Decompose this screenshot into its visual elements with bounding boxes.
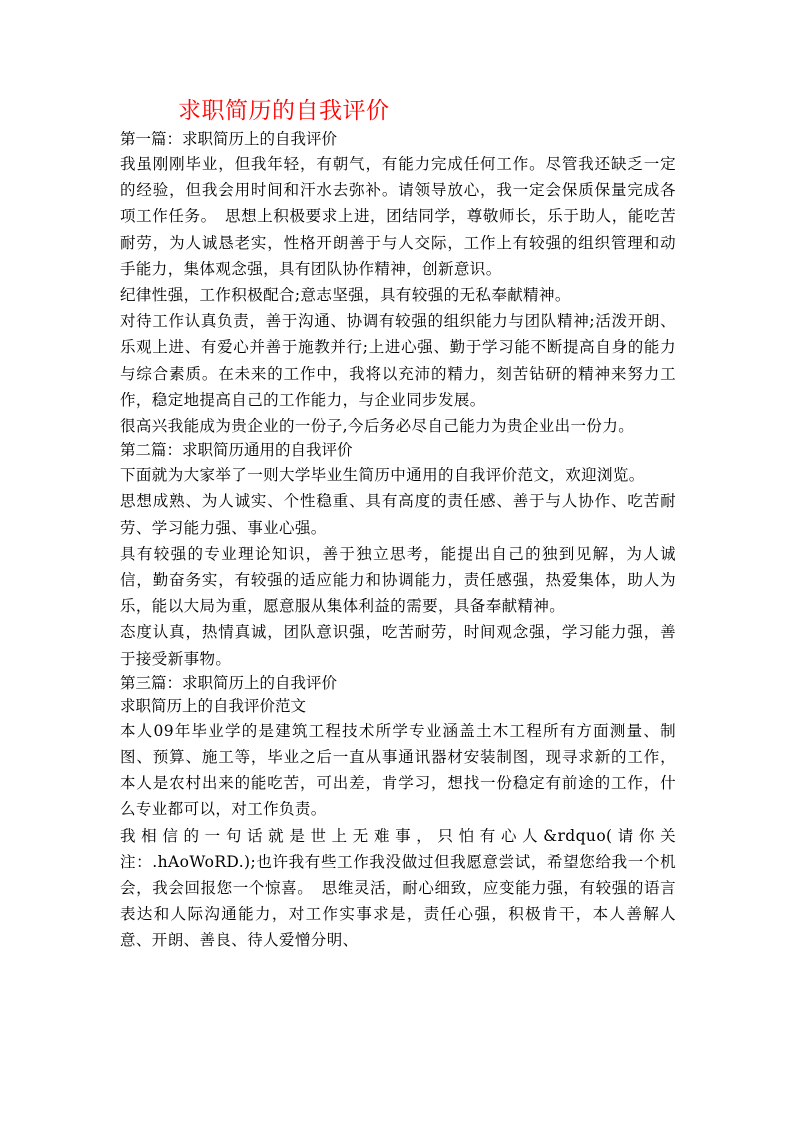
section-heading-1: 第一篇：求职简历上的自我评价 <box>120 130 338 148</box>
paragraph-8: 态度认真，热情真诚，团队意识强，吃苦耐劳，时间观念强，学习能力强，善于接受新事物。 <box>120 623 676 668</box>
paragraph-9: 本人09年毕业学的是建筑工程技术所学专业涵盖土木工程所有方面测量、制图、预算、施工等，毕业之后一直从事通讯器材安装制图，现寻求新的工作，本人是农村出来的能吃苦，可出差，肯学习，想找一份稳定有前途的工作，什么专业都可以，对工作负责。 <box>120 721 676 819</box>
section-heading-3: 第三篇：求职简历上的自我评价 <box>120 673 338 692</box>
document-page <box>120 94 676 954</box>
paragraph-1: 我虽刚刚毕业，但我年轻，有朝气，有能力完成任何工作。尽管我还缺乏一定的经验，但我会用时间和汗水去弥补。请领导放心，我一定会保质保量完成各项工作任务。 思想上积极要求上进，团结同学，尊敬师长，乐于助人，能吃苦耐劳，为人诚恳老实，性格开朗善于与人交际，工作上有较强的组织管理和动手能力，集体观念强，具有团队协作精神，创新意识。 <box>120 155 676 278</box>
section-subheading-3: 求职简历上的自我评价范文 <box>120 696 307 715</box>
paragraph-5: 下面就为大家举了一则大学毕业生简历中通用的自我评价范文，欢迎浏览。 <box>120 466 645 485</box>
paragraph-2: 纪律性强，工作积极配合;意志坚强，具有较强的无私奉献精神。 <box>120 286 571 305</box>
paragraph-7: 具有较强的专业理论知识，善于独立思考，能提出自己的独到见解，为人诚信，勤奋务实，有较强的适应能力和协调能力，责任感强，热爱集体，助人为乐，能以大局为重，愿意服从集体利益的需要，具备奉献精神。 <box>120 544 676 616</box>
paragraph-10: 我相信的一句话就是世上无难事，只怕有心人&rdquo(请你关注：.hAoWoRD.);也许我有些工作我没做过但我愿意尝试，希望您给我一个机会，我会回报您一个惊喜。 思维灵活，耐心细致，应变能力强，有较强的语言表达和人际沟通能力，对工作实事求是，责任心强，积极肯干，本人善解人意、开朗、善良、待人爱憎分明、 <box>120 826 676 950</box>
section-heading-2: 第二篇：求职简历通用的自我评价 <box>120 441 353 460</box>
paragraph-3: 对待工作认真负责，善于沟通、协调有较强的组织能力与团队精神;活泼开朗、乐观上进、有爱心并善于施教并行;上进心强、勤于学习能不断提高自身的能力与综合素质。在未来的工作中，我将以充沛的精力，刻苦钻研的精神来努力工作，稳定地提高自己的工作能力，与企业同步发展。 <box>120 312 676 409</box>
paragraph-4: 很高兴我能成为贵企业的一份子,今后务必尽自己能力为贵企业出一份力。 <box>120 417 635 436</box>
document-title: 求职简历的自我评价 <box>178 98 390 124</box>
paragraph-6: 思想成熟、为人诚实、个性稳重、具有高度的责任感、善于与人协作、吃苦耐劳、学习能力强、事业心强。 <box>120 492 676 537</box>
